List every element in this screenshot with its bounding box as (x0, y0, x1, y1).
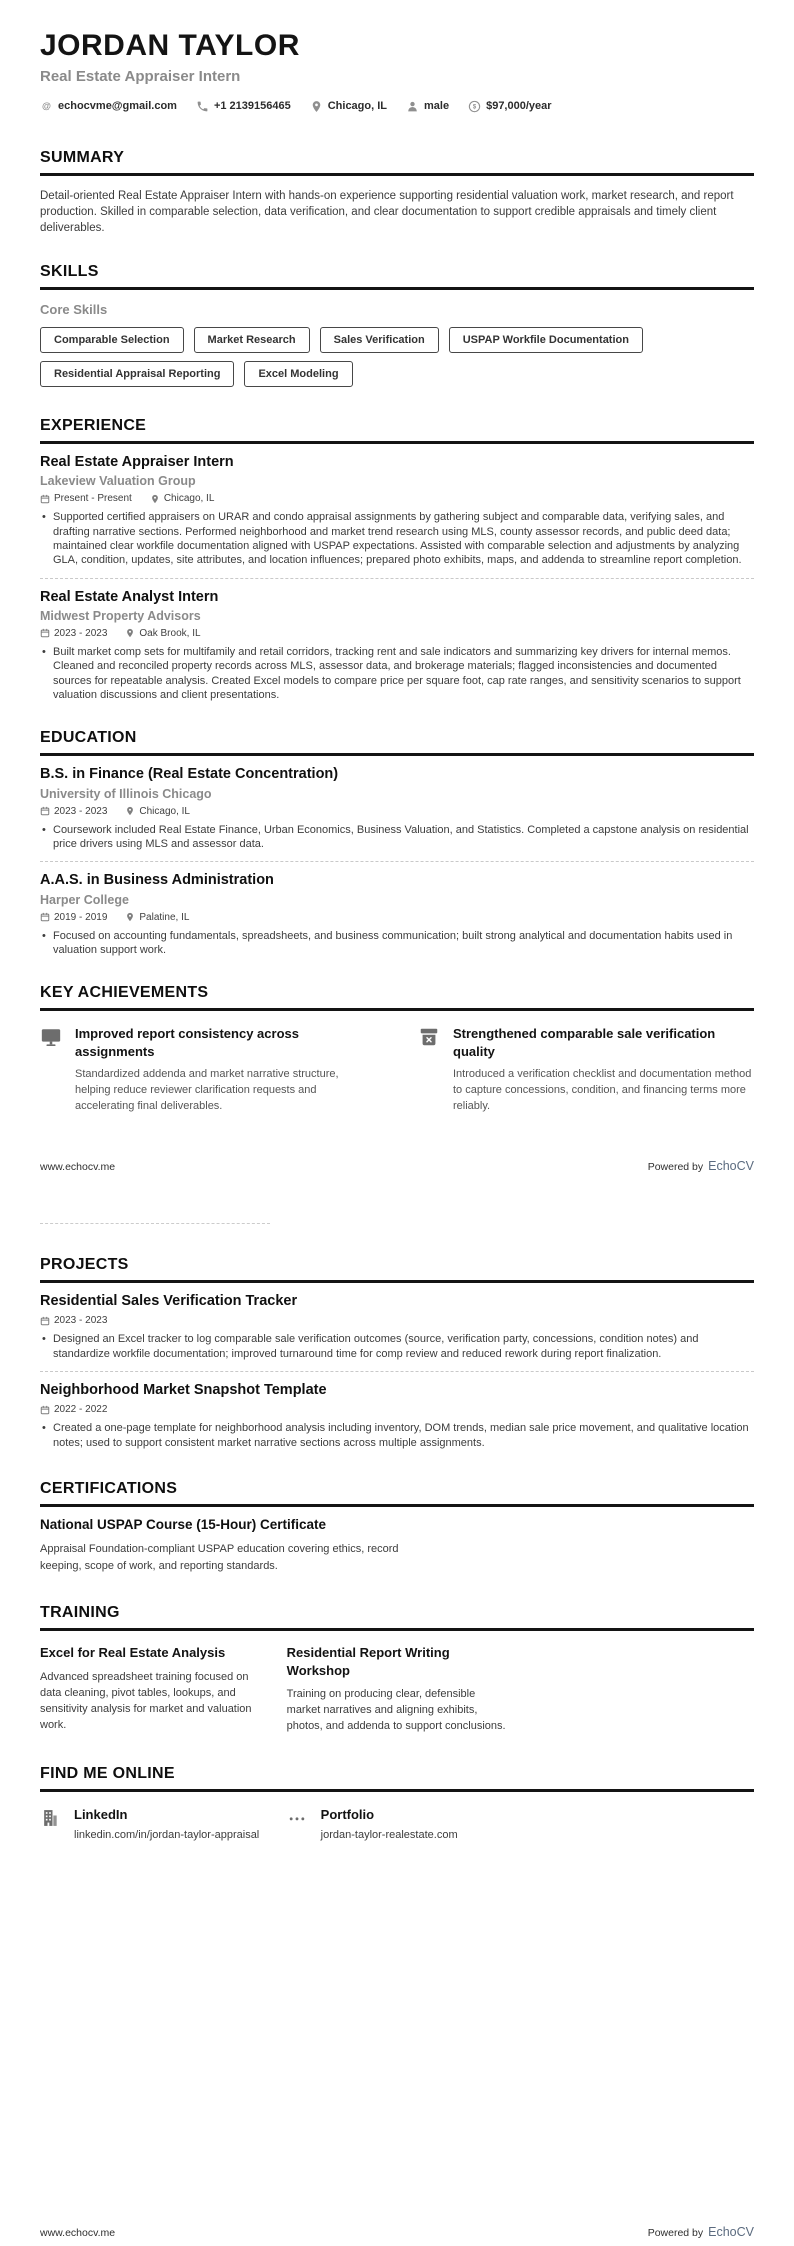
link-content (74, 1807, 259, 1844)
skills-chip-list (40, 327, 754, 387)
linkedin-icon (40, 1808, 60, 1828)
achievement-title: Strengthened comparable sale verification quality (453, 1026, 716, 1059)
entry-divider (40, 578, 754, 579)
entry-divider (40, 1371, 754, 1372)
contact-location (310, 100, 387, 113)
achievement-content (453, 1025, 754, 1115)
links-grid (40, 1807, 754, 1844)
section-certifications (40, 1480, 754, 1574)
certification-text: Appraisal Foundation-compliant USPAP education covering ethics, record keeping, scope of work, and reporting standards. (40, 1543, 399, 1572)
training-title: Residential Report Writing Workshop (286, 1645, 450, 1678)
section-training (40, 1604, 754, 1735)
contact-phone[interactable] (196, 100, 291, 113)
project-title: Neighborhood Market Snapshot Template (40, 1381, 327, 1398)
achievement-title: Improved report consistency across assignments (75, 1026, 299, 1059)
location-pin-icon (310, 100, 323, 113)
job-location: Chicago, IL (150, 493, 215, 504)
section-rule (40, 753, 754, 756)
page2-footer (40, 2225, 754, 2239)
education-dates: 2023 - 2023 (40, 806, 107, 817)
skill-chip: Sales Verification (320, 327, 439, 353)
project-meta (40, 1315, 754, 1326)
section-rule (40, 1628, 754, 1631)
location-pin-icon (125, 628, 135, 638)
education-entry (40, 872, 754, 957)
school-name: Harper College (40, 892, 129, 907)
degree-title: A.A.S. in Business Administration (40, 872, 274, 889)
projects-heading: PROJECTS (40, 1256, 129, 1273)
training-grid (40, 1644, 754, 1735)
education-entry (40, 766, 754, 851)
location-pin-icon (125, 912, 135, 922)
education-bullet: • Focused on accounting fundamentals, spreadsheets, and business communication; built strong analytical and documentation habits used in valuation support work. (40, 929, 754, 958)
training-item-empty (533, 1644, 754, 1735)
experience-entry (40, 454, 754, 568)
monitor-icon (40, 1026, 62, 1048)
job-meta (40, 493, 754, 504)
education-bullet: • Coursework included Real Estate Finance, Urban Economics, Business Valuation, and Statistics. Completed a capstone analysis on residential price drivers using MLS and assessor data. (40, 823, 754, 852)
online-link-linkedin[interactable] (40, 1807, 261, 1844)
training-title: Excel for Real Estate Analysis (40, 1645, 226, 1661)
entry-divider (40, 861, 754, 862)
link-label: LinkedIn (74, 1807, 128, 1823)
footer-site-url[interactable]: www.echocv.me (40, 2227, 116, 2239)
powered-by (648, 2225, 754, 2239)
archive-x-icon (418, 1026, 440, 1048)
job-dates: Present - Present (40, 493, 132, 504)
job-location: Oak Brook, IL (125, 628, 200, 639)
experience-entry (40, 589, 754, 703)
project-dates: 2023 - 2023 (40, 1315, 107, 1326)
degree-title: B.S. in Finance (Real Estate Concentration) (40, 766, 339, 783)
section-rule (40, 441, 754, 444)
section-find-me-online (40, 1765, 754, 1844)
echocv-brand[interactable]: EchoCV (708, 1159, 754, 1173)
section-rule (40, 1504, 754, 1507)
education-dates: 2019 - 2019 (40, 912, 107, 923)
section-experience (40, 417, 754, 702)
training-text: Training on producing clear, defensible market narratives and aligning exhibits, photos, and addenda to support conclusions. (286, 1688, 506, 1733)
skills-heading: SKILLS (40, 262, 99, 280)
experience-heading: EXPERIENCE (40, 416, 147, 434)
achievement-item (418, 1025, 754, 1115)
achievement-content (75, 1025, 376, 1115)
certification-entry (40, 1517, 754, 1574)
calendar-icon (40, 1316, 50, 1326)
person-job-title: Real Estate Appraiser Intern (40, 67, 241, 85)
powered-by-text: Powered by (647, 1161, 704, 1173)
calendar-icon (40, 628, 50, 638)
summary-text: Detail-oriented Real Estate Appraiser Intern with hands-on experience supporting residential valuation work, market research, and report production. Skilled in comparable selection, data verification, and clear documentation to support credible appraisals and timely client deliverables. (40, 189, 734, 234)
contact-gender (406, 100, 449, 113)
section-rule (40, 1280, 754, 1283)
section-education (40, 729, 754, 957)
section-key-achievements (40, 984, 754, 1115)
achievements-heading: KEY ACHIEVEMENTS (40, 984, 209, 1002)
contact-phone-text: +1 2139156465 (213, 100, 291, 112)
job-bullet: • Built market comp sets for multifamily and retail corridors, tracking rent and sale indicators and summarizing key drivers for internal memos. Cleaned and reconciled property records across MLS, assessor data, and brokerage materials; flagged inconsistencies and documented sources for repeatable analysis. Created Excel models to compare price per square foot, cap rate ranges, and sensitivity scenarios to support valuation discussions and client presentations. (40, 645, 754, 702)
achievement-item (40, 1025, 376, 1115)
powered-by-text: Powered by (647, 2227, 704, 2239)
page1-footer (40, 1159, 754, 1173)
contact-email-text: echocvme@gmail.com (58, 100, 177, 112)
link-label: Portfolio (320, 1807, 375, 1823)
find-me-online-heading: FIND ME ONLINE (40, 1765, 175, 1783)
section-rule (40, 1008, 754, 1011)
link-url[interactable]: linkedin.com/in/jordan-taylor-appraisal (74, 1829, 260, 1842)
echocv-brand[interactable]: EchoCV (708, 2225, 754, 2239)
achievement-text: Introduced a verification checklist and documentation method to capture concessions, condition, and financing terms more reliably. (453, 1068, 752, 1113)
section-rule (40, 1789, 754, 1792)
job-dates: 2023 - 2023 (40, 628, 107, 639)
job-meta (40, 628, 754, 639)
calendar-icon (40, 912, 50, 922)
contact-email[interactable] (40, 100, 177, 113)
skill-chip: Market Research (194, 327, 310, 353)
project-entry (40, 1382, 754, 1450)
powered-by (648, 1159, 754, 1173)
education-heading: EDUCATION (40, 729, 137, 747)
education-meta (40, 806, 754, 817)
link-content (321, 1807, 458, 1844)
contact-salary (468, 100, 551, 113)
section-summary (40, 149, 754, 236)
ellipsis-icon (287, 1808, 307, 1828)
contact-salary-text: $97,000/year (486, 100, 552, 112)
person-name: JORDAN TAYLOR (40, 29, 300, 62)
project-dates: 2022 - 2022 (40, 1404, 107, 1415)
certification-title: National USPAP Course (15-Hour) Certificate (40, 1516, 327, 1532)
section-projects (40, 1256, 754, 1450)
page-break-divider (40, 1223, 270, 1224)
location-pin-icon (125, 806, 135, 816)
training-item (40, 1644, 261, 1735)
skills-group-label: Core Skills (40, 301, 108, 317)
job-title: Real Estate Analyst Intern (40, 588, 219, 605)
online-link-portfolio[interactable] (287, 1807, 508, 1844)
school-name: University of Illinois Chicago (40, 786, 212, 801)
section-rule (40, 287, 754, 290)
job-company: Midwest Property Advisors (40, 608, 201, 623)
at-icon (40, 100, 53, 113)
calendar-icon (40, 1405, 50, 1415)
achievements-grid (40, 1025, 754, 1115)
location-pin-icon (150, 494, 160, 504)
calendar-icon (40, 494, 50, 504)
training-heading: TRAINING (40, 1604, 120, 1622)
job-bullet: • Supported certified appraisers on URAR and condo appraisal assignments by gathering subject and comparable data, verifying sales, and drafting narrative sections. Performed neighborhood and market trend research using MLS, county assessor records, and public deed data; maintained clear workfile documentation aligned with USPAP expectations. Assisted with comparable selection and adjustments by analyzing GLA, condition, updates, site attributes, and location influences; prepared photo exhibits, maps, and addenda to streamline report completion. (40, 510, 754, 567)
training-item (287, 1644, 508, 1735)
calendar-icon (40, 806, 50, 816)
contact-row (40, 100, 754, 113)
phone-icon (196, 100, 209, 113)
project-entry (40, 1293, 754, 1361)
education-meta (40, 912, 754, 923)
project-bullet: • Designed an Excel tracker to log comparable sale verification outcomes (source, verification party, concessions, condition notes) and standardize workfile documentation; improved turnaround time for comp review and reduced rework during report finalization. (40, 1332, 754, 1361)
job-title: Real Estate Appraiser Intern (40, 453, 234, 470)
section-skills (40, 263, 754, 387)
footer-site-url[interactable]: www.echocv.me (40, 1161, 116, 1173)
contact-location-text: Chicago, IL (327, 100, 387, 112)
skill-chip: USPAP Workfile Documentation (449, 327, 643, 353)
education-location: Palatine, IL (125, 912, 189, 923)
project-title: Residential Sales Verification Tracker (40, 1293, 298, 1309)
section-rule (40, 173, 754, 176)
svg-text:$: $ (472, 104, 477, 111)
svg-text:@: @ (42, 100, 51, 111)
education-location: Chicago, IL (125, 806, 190, 817)
contact-gender-text: male (424, 100, 450, 112)
project-meta (40, 1404, 754, 1415)
job-company: Lakeview Valuation Group (40, 474, 196, 489)
certifications-heading: CERTIFICATIONS (40, 1479, 178, 1497)
resume-header (40, 30, 754, 113)
achievement-text: Standardized addenda and market narrative structure, helping reduce reviewer clarification requests and accelerating final deliverables. (75, 1068, 339, 1113)
training-text: Advanced spreadsheet training focused on data cleaning, pivot tables, lookups, and sensitivity analysis for market and valuation work. (40, 1670, 252, 1731)
skill-chip: Residential Appraisal Reporting (40, 361, 234, 387)
skill-chip: Excel Modeling (244, 361, 352, 387)
skill-chip: Comparable Selection (40, 327, 184, 353)
link-url[interactable]: jordan-taylor-realestate.com (320, 1829, 458, 1842)
dollar-icon (468, 100, 481, 113)
link-empty (533, 1807, 754, 1844)
person-icon (406, 100, 419, 113)
project-bullet: • Created a one-page template for neighborhood analysis including inventory, DOM trends, median sale price movement, and qualitative location notes; used to support consistent market narrative sections across multiple assignments. (40, 1421, 754, 1450)
summary-heading: SUMMARY (40, 148, 125, 166)
